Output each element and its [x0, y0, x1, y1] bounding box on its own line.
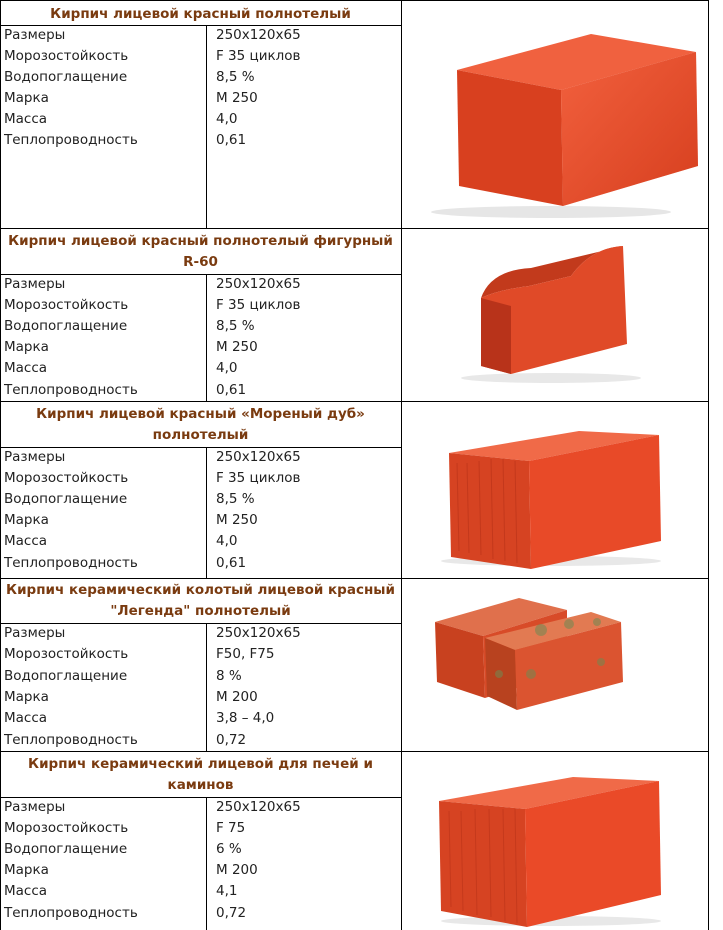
spec-row [0, 644, 401, 665]
spec-value: 0,61 [216, 555, 247, 571]
spec-label: Масса [4, 710, 48, 726]
spec-label: Теплопроводность [4, 382, 138, 398]
product-title: Кирпич лицевой красный «Мореный дуб» полнотелый [36, 406, 365, 443]
spec-label: Марка [4, 862, 49, 878]
spec-value: 4,0 [216, 111, 238, 127]
spec-row [0, 489, 401, 510]
spec-label: Морозостойкость [4, 646, 129, 662]
product-block [0, 401, 708, 578]
spec-row [0, 447, 401, 468]
spec-value: 250х120х65 [216, 625, 301, 641]
two-chipped-bricks-image [401, 578, 708, 751]
spec-row [0, 295, 401, 316]
grid-line [0, 751, 708, 752]
spec-row [0, 358, 401, 379]
spec-value: 8,5 % [216, 69, 255, 85]
spec-row [0, 46, 401, 67]
grid-line [0, 797, 401, 798]
spec-value: 6 % [216, 841, 242, 857]
spec-row [0, 109, 401, 130]
grid-line [206, 797, 207, 930]
spec-label: Размеры [4, 625, 66, 641]
spec-label: Теплопроводность [4, 905, 138, 921]
spec-row [0, 274, 401, 295]
grid-line [206, 25, 207, 228]
brick-stove-image [401, 751, 708, 930]
product-block [0, 578, 708, 751]
product-block [0, 228, 708, 401]
spec-value: М 250 [216, 339, 258, 355]
spec-row [0, 380, 401, 401]
spec-label: Размеры [4, 799, 66, 815]
grid-line [0, 401, 708, 402]
spec-row [0, 797, 401, 818]
spec-value: F 35 циклов [216, 297, 301, 313]
spec-label: Водопоглащение [4, 69, 128, 85]
spec-row [0, 25, 401, 46]
spec-label: Морозостойкость [4, 48, 129, 64]
spec-label: Водопоглащение [4, 841, 128, 857]
spec-value: 8,5 % [216, 318, 255, 334]
spec-value: М 200 [216, 862, 258, 878]
brick-rectangular-image [401, 0, 708, 228]
spec-value: 250х120х65 [216, 27, 301, 43]
spec-value: 250х120х65 [216, 449, 301, 465]
spec-value: 250х120х65 [216, 799, 301, 815]
spec-value: М 200 [216, 689, 258, 705]
grid-line [708, 0, 709, 930]
spec-row [0, 881, 401, 902]
spec-row [0, 818, 401, 839]
spec-row [0, 708, 401, 729]
grid-line [206, 274, 207, 401]
grid-line [206, 447, 207, 578]
spec-label: Водопоглащение [4, 668, 128, 684]
spec-value: 4,0 [216, 533, 238, 549]
grid-line [0, 0, 1, 930]
spec-label: Морозостойкость [4, 820, 129, 836]
spec-label: Марка [4, 339, 49, 355]
spec-value: М 250 [216, 90, 258, 106]
product-title: Кирпич лицевой красный полнотелый [50, 6, 351, 22]
spec-row [0, 316, 401, 337]
spec-label: Марка [4, 90, 49, 106]
product-block [0, 751, 708, 930]
spec-value: 4,1 [216, 883, 238, 899]
grid-line [206, 623, 207, 751]
spec-label: Марка [4, 512, 49, 528]
spec-row [0, 903, 401, 924]
spec-label: Теплопроводность [4, 732, 138, 748]
spec-value: F50, F75 [216, 646, 275, 662]
spec-row [0, 687, 401, 708]
product-title: Кирпич керамический лицевой для печей и каминов [28, 756, 373, 793]
spec-value: М 250 [216, 512, 258, 528]
spec-label: Масса [4, 360, 48, 376]
grid-line [0, 25, 401, 26]
spec-row [0, 88, 401, 109]
spec-label: Масса [4, 883, 48, 899]
grid-line [0, 274, 401, 275]
spec-label: Размеры [4, 449, 66, 465]
grid-line [0, 623, 401, 624]
spec-label: Масса [4, 533, 48, 549]
spec-value: F 35 циклов [216, 48, 301, 64]
spec-row [0, 130, 401, 151]
grid-line [0, 0, 708, 1]
spec-row [0, 510, 401, 531]
brick-wood-texture-image [401, 401, 708, 578]
spec-row [0, 666, 401, 687]
spec-label: Масса [4, 111, 48, 127]
spec-row [0, 839, 401, 860]
spec-value: F 35 циклов [216, 470, 301, 486]
spec-value: 0,72 [216, 732, 247, 748]
spec-label: Морозостойкость [4, 297, 129, 313]
spec-value: 3,8 – 4,0 [216, 710, 275, 726]
spec-row [0, 67, 401, 88]
grid-line [401, 0, 402, 930]
spec-label: Размеры [4, 276, 66, 292]
product-title: Кирпич керамический колотый лицевой красный "Легенда" полнотелый [6, 582, 395, 619]
spec-row [0, 860, 401, 881]
spec-label: Размеры [4, 27, 66, 43]
grid-line [0, 228, 708, 229]
spec-label: Теплопроводность [4, 132, 138, 148]
spec-row [0, 553, 401, 574]
spec-value: F 75 [216, 820, 246, 836]
spec-row [0, 468, 401, 489]
spec-row [0, 623, 401, 644]
spec-row [0, 337, 401, 358]
grid-line [0, 578, 708, 579]
spec-label: Теплопроводность [4, 555, 138, 571]
spec-value: 0,72 [216, 905, 247, 921]
spec-row [0, 531, 401, 552]
spec-value: 8 % [216, 668, 242, 684]
product-title: Кирпич лицевой красный полнотелый фигурный R-60 [8, 233, 393, 270]
spec-label: Водопоглащение [4, 318, 128, 334]
spec-label: Морозостойкость [4, 470, 129, 486]
spec-row [0, 730, 401, 751]
spec-value: 8,5 % [216, 491, 255, 507]
spec-value: 4,0 [216, 360, 238, 376]
spec-label: Марка [4, 689, 49, 705]
spec-value: 0,61 [216, 382, 247, 398]
brick-rounded-edge-image [401, 228, 708, 401]
spec-value: 0,61 [216, 132, 247, 148]
grid-line [0, 447, 401, 448]
product-block [0, 0, 708, 228]
spec-label: Водопоглащение [4, 491, 128, 507]
spec-value: 250х120х65 [216, 276, 301, 292]
